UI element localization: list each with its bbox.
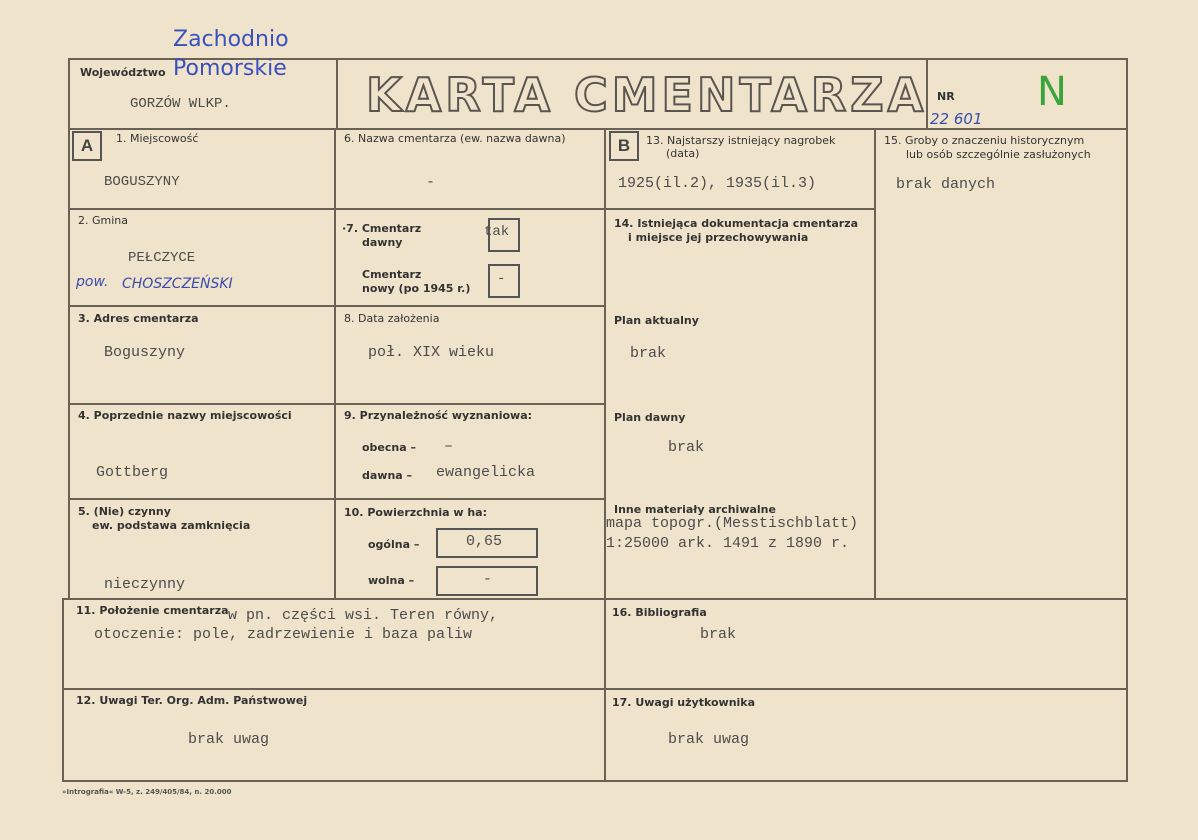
field-5-label-2: ew. podstawa zamknięcia <box>92 519 251 532</box>
header-bottom-line <box>68 128 1128 130</box>
field-4-label: 4. Poprzednie nazwy miejscowości <box>78 409 292 422</box>
print-note: »Intrografia« W-5, z. 249/405/84, n. 20.000 <box>62 788 232 796</box>
field-13-label-1: 13. Najstarszy istniejący nagrobek <box>646 134 836 147</box>
field-11-value-1: w pn. części wsi. Teren równy, <box>228 607 499 624</box>
field-7-label-2: dawny <box>362 236 403 249</box>
inne-materialy-value-1: mapa topogr.(Messtischblatt) <box>606 515 859 532</box>
row-divider-4 <box>68 498 606 500</box>
field-8-value: poł. XIX wieku <box>368 344 495 361</box>
field-2-hand-value: CHOSZCZEŃSKI <box>122 276 233 292</box>
field-10-ogolna-label: ogólna – <box>368 538 420 551</box>
field-10-wolna-label: wolna – <box>368 574 415 587</box>
field-3-value: Boguszyny <box>104 344 186 361</box>
nr-mark: N <box>1037 69 1067 115</box>
row-divider-1 <box>68 208 606 210</box>
field-2-hand-prefix: pow. <box>76 274 109 290</box>
field-10-label: 10. Powierzchnia w ha: <box>344 506 488 519</box>
row-divider-6 <box>62 688 1128 690</box>
frame-right-line <box>1126 58 1128 780</box>
plan-dawny-label: Plan dawny <box>614 411 686 424</box>
field-7-label-4: nowy (po 1945 r.) <box>362 282 471 295</box>
field-11-value-2: otoczenie: pole, zadrzewienie i baza paliw <box>94 626 473 643</box>
field-17-label: 17. Uwagi użytkownika <box>612 696 756 709</box>
plan-aktualny-label: Plan aktualny <box>614 314 699 327</box>
inne-materialy-value-2: 1:25000 ark. 1491 z 1890 r. <box>606 535 850 552</box>
field-5-value: nieczynny <box>104 576 186 593</box>
field-2-label: 2. Gmina <box>78 214 128 227</box>
field-7-nowy-value: - <box>497 271 506 287</box>
field-9-obecna-value: – <box>444 438 454 455</box>
field-7-label-1: ·7. Cmentarz <box>342 222 422 235</box>
row-divider-1b <box>604 208 876 210</box>
row-divider-5 <box>62 598 1128 600</box>
section-b-marker: B <box>609 131 639 161</box>
stamp-line-1: Zachodnio <box>173 27 289 52</box>
field-14-label-1: 14. Istniejąca dokumentacja cmentarza <box>614 217 859 230</box>
wojewodztwo-label: Województwo <box>80 66 166 79</box>
wojewodztwo-value: GORZÓW WLKP. <box>130 96 231 112</box>
section-a-marker: A <box>72 131 102 161</box>
col-divider-2 <box>604 128 606 780</box>
inne-materialy-label: Inne materiały archiwalne <box>614 503 776 516</box>
nr-value: 22 601 <box>930 110 983 128</box>
field-12-value: brak uwag <box>188 731 270 748</box>
field-9-obecna-label: obecna – <box>362 441 416 454</box>
row-divider-3 <box>68 403 606 405</box>
plan-aktualny-value: brak <box>630 345 667 362</box>
frame-left-line <box>68 58 70 598</box>
field-11-label: 11. Położenie cmentarza <box>76 604 229 617</box>
row-divider-2 <box>68 305 606 307</box>
plan-dawny-value: brak <box>668 439 705 456</box>
field-13-label-2: (data) <box>666 147 700 160</box>
field-15-value: brak danych <box>896 176 996 193</box>
field-1-value: BOGUSZYNY <box>104 174 180 190</box>
field-7-dawny-value: tak <box>484 224 510 240</box>
col-divider-3 <box>874 128 876 598</box>
header-divider-1 <box>336 58 338 130</box>
page-title: KARTA CMENTARZA <box>366 68 928 122</box>
field-6-value: - <box>426 174 436 191</box>
field-5-label-1: 5. (Nie) czynny <box>78 505 171 518</box>
field-17-value: brak uwag <box>668 731 750 748</box>
stamp-line-2: Pomorskie <box>173 56 287 81</box>
field-10-ogolna-value: 0,65 <box>466 533 503 550</box>
field-3-label: 3. Adres cmentarza <box>78 312 199 325</box>
field-8-label: 8. Data założenia <box>344 312 440 325</box>
field-16-value: brak <box>700 626 737 643</box>
field-7-label-3: Cmentarz <box>362 268 422 281</box>
field-13-value: 1925(il.2), 1935(il.3) <box>618 175 817 192</box>
field-12-label: 12. Uwagi Ter. Org. Adm. Państwowej <box>76 694 308 707</box>
field-1-label: 1. Miejscowość <box>116 132 199 145</box>
frame-bottom-line <box>62 780 1128 782</box>
field-10-wolna-value: - <box>483 571 493 588</box>
field-2-value: PEŁCZYCE <box>128 250 196 266</box>
field-6-label: 6. Nazwa cmentarza (ew. nazwa dawna) <box>344 132 566 145</box>
field-9-label: 9. Przynależność wyznaniowa: <box>344 409 533 422</box>
field-9-dawna-label: dawna – <box>362 469 413 482</box>
field-9-dawna-value: ewangelicka <box>436 464 536 481</box>
field-16-label: 16. Bibliografia <box>612 606 707 619</box>
field-15-label-1: 15. Groby o znaczeniu historycznym <box>884 134 1085 147</box>
field-14-label-2: i miejsce jej przechowywania <box>628 231 809 244</box>
nr-label: NR <box>937 90 955 103</box>
field-15-label-2: lub osób szczególnie zasłużonych <box>906 148 1091 161</box>
field-4-value: Gottberg <box>96 464 169 481</box>
col-divider-1 <box>334 128 336 598</box>
